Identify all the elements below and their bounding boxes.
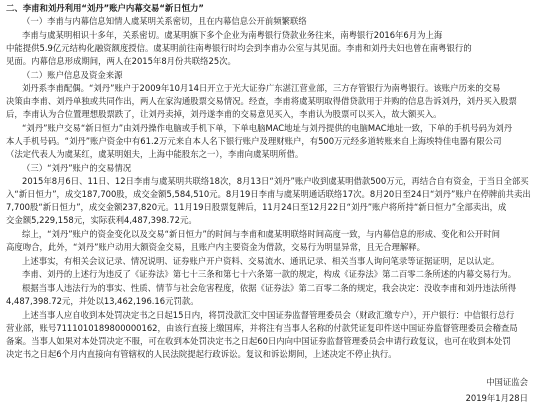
paragraph-line: 营业部，账号7111010189800000162，由该行直接上缴国库，并将注有当事人名称的付款凭证复印件送中国证券监督管理委员会稽查局: [6, 323, 518, 333]
paragraph-line: 入“新日恒力”，成交187,700股，成交金额5,584,510元。8月19日李甫与虞某明通话联络17次。8月20日至24日“刘丹”账户在停牌前共卖出: [6, 189, 531, 199]
paragraph-line: 根据当事人违法行为的事实、性质、情节与社会危害程度，依据《证券法》第二百零二条的规定，我会决定：没收李甫和刘丹违法所得: [22, 283, 517, 293]
paragraph-line: 上述当事人应自收到本处罚决定书之日起15日内，将罚没款汇交中国证券监督管理委员会（财政汇缴专户），开户银行：中信银行总行: [22, 310, 515, 320]
paragraph-line: 中能提供5.9亿元结构化融资额度授信。虞某明前往南粤银行时均会到李甫办公室与其见面。李甫和刘丹夫妇也曾在南粤银行的: [6, 43, 472, 53]
paragraph-line: 决策由李甫、刘丹单独或共同作出，两人在家沟通股票交易情况。经查，李甫将虞某明取得借贷款用于并购的信息告诉刘丹，刘丹买入股票: [6, 96, 517, 106]
paragraph-line: 4,487,398.72元，并处以13,462,196.16元罚款。: [6, 296, 199, 306]
paragraph-line: 刘丹系李甫配偶。“刘丹”账户于2009年10月14日开立于光大证券广东湛江营业部，三方存管银行为南粤银行。该账户历来的交易: [22, 83, 501, 93]
paragraph-line: 上述事实，有相关会议记录、情况说明、证券账户开户资料、交易流水、通讯记录、相关当事人询问笔录等证据证明，足以认定。: [22, 256, 500, 266]
paragraph-line: 李甫、刘丹的上述行为违反了《证券法》第七十三条和第七十六条第一款的规定，构成《证券法》第二百零二条所述的内幕交易行为。: [22, 269, 517, 279]
paragraph-line: 本人手机号码。“刘丹”账户资金中有61.2万元来自本人名下银行账户及理财账户，有500万元经多道转账来自上海埃特佳电器有限公司: [6, 136, 502, 146]
paragraph-line: 交金额5,229,158元，实际获利4,487,398.72元。: [6, 215, 197, 225]
paragraph-line: “刘丹”账户交易“新日恒力”由刘丹操作电脑或手机下单，下单电脑MAC地址与刘丹提供的电脑MAC地址一致，下单的手机号码为刘丹: [22, 123, 513, 133]
subheading: （二）账户信息及资金来源: [22, 70, 123, 80]
paragraph-line: 7,700股“新日恒力”，成交金额237,820元。11月19日股票复牌后，11月24日至12月22日“刘丹”账户将所持“新日恒力”全部卖出，成: [6, 202, 507, 212]
paragraph-line: 决定书之日起6个月内直接向有管辖权的人民法院提起行政诉讼。复议和诉讼期间，上述决定不停止执行。: [6, 349, 397, 359]
issuer-signature: 中国证监会: [486, 377, 528, 387]
paragraph-line: 李甫与虞某明相识十多年，关系密切。虞某明旗下多个企业为南粤银行贷款业务往来，南粤银行2016年6月为上海: [22, 30, 443, 40]
paragraph-line: 备案。当事人如果对本处罚决定不服，可在收到本处罚决定书之日起60日内向中国证券监督管理委员会申请行政复议，也可在收到本处罚: [6, 336, 511, 346]
paragraph-line: 高度吻合，此外，“刘丹”账户动用大额资金交易，且账户内主要资金为借款，交易行为明显异常，且无合理解释。: [6, 242, 426, 252]
subheading: （三）“刘丹”账户的交易情况: [22, 163, 132, 173]
paragraph-line: 2015年8月6日、11日、12日李甫与虞某明共联络18次，8月13日“刘丹”账户收到虞某明借款500万元，再结合自有资金，于当日全部买: [22, 176, 529, 186]
paragraph-line: 见面。内幕信息形成期间，两人在2015年8月份共联络25次。: [6, 56, 236, 66]
issue-date: 2019年1月28日: [465, 393, 528, 403]
paragraph-line: 后，李甫认为合位置理想股票跌了，让刘丹卖掉，刘丹遂李甫的交易意见买入，李甫认为股票可以买入，故大额买入。: [6, 109, 442, 119]
paragraph-line: 综上，“刘丹”账户的资金变化以及交易“新日恒力”的时间与李甫和虞某明联络时间高度一致，与内幕信息的形成、变化和公开时间: [22, 229, 500, 239]
subheading: （一）李甫与内幕信息知情人虞某明关系密切，且在内幕信息公开前频繁联络: [22, 16, 307, 26]
section-heading: 二、李甫和刘丹利用“刘丹”账户内幕交易“新日恒力”: [6, 3, 204, 13]
paragraph-line: （法定代表人为虞某红，虞某明姐夫，上海中能股东之一），李甫向虞某明所借。: [6, 149, 304, 159]
